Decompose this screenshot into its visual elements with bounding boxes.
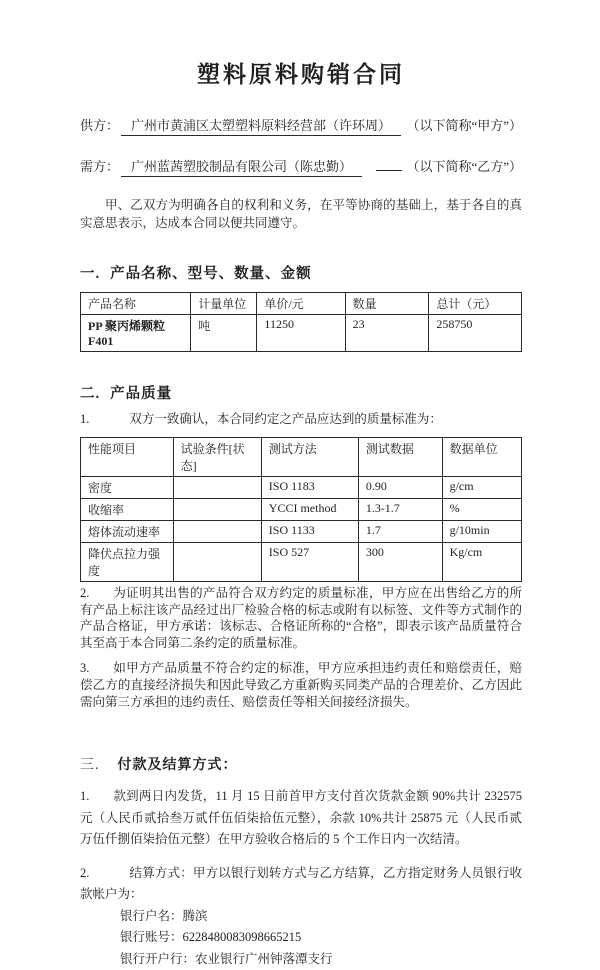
- section2-title: 产品质量: [110, 386, 173, 402]
- section2-item2: [80, 585, 522, 652]
- table-row: [81, 542, 522, 581]
- table-cell: [173, 542, 261, 581]
- bank-account-name: 银行户名：腾滨: [120, 908, 208, 923]
- item-number: 2.: [80, 585, 90, 600]
- section3-title: 付款及结算方式：: [117, 758, 238, 774]
- col-header: 总计（元）: [429, 293, 522, 315]
- section2-heading: [80, 382, 522, 403]
- supplier-alias: （以下简称“甲方”）: [406, 118, 522, 133]
- table-cell: Kg/cm: [442, 542, 521, 581]
- supplier-value: 广州市黄浦区太塑塑料原料经营部（许环周）: [121, 115, 401, 136]
- table-cell: 0.90: [358, 476, 442, 498]
- bank-account-number: 银行账号：6228480083098665215: [120, 930, 302, 945]
- item-number: 2.: [80, 865, 90, 880]
- table-cell: ISO 527: [261, 542, 358, 581]
- table-cell: ISO 1183: [261, 476, 358, 498]
- table-row: [81, 476, 522, 498]
- table-cell: 收缩率: [81, 498, 174, 520]
- section1-heading: [80, 262, 522, 283]
- col-header: 产品名称: [81, 293, 191, 315]
- table-cell: 1.7: [358, 520, 442, 542]
- intro-paragraph: 甲、乙双方为明确各自的权利和义务，在平等协商的基础上，基于各自的真实意思表示，达成本合同以便共同遵守。: [80, 198, 522, 230]
- table-header-row: [81, 293, 522, 315]
- section3-item1: [80, 786, 522, 851]
- item-number: 1.: [80, 412, 90, 426]
- signature-line: [376, 159, 402, 171]
- table-cell: g/10min: [442, 520, 521, 542]
- table-cell: PP 聚丙烯颗粒 F401: [81, 315, 191, 352]
- col-header: 试验条件[状态]: [173, 437, 261, 476]
- table-cell: 吨: [191, 315, 257, 352]
- table-cell: 23: [345, 315, 429, 352]
- supplier-label: 供方：: [80, 118, 120, 133]
- table-cell: %: [442, 498, 521, 520]
- table-cell: ISO 1133: [261, 520, 358, 542]
- item-text: 款到两日内发货，11 月 15 日前首甲方支付首次货款金额 90%共计 232575 元（人民币贰拾叁万贰仟伍佰柒拾伍元整），余款 10%共计 25875 元（人民币贰万伍仟捌佰柒拾伍元整）在甲方验收合格后的 5 个工作日内一次结清。: [80, 789, 522, 847]
- section3-number: 三.: [80, 758, 100, 774]
- col-header: 测试数据: [358, 437, 442, 476]
- section1-title: 产品名称、型号、数量、金额: [110, 266, 312, 282]
- bank-details: [120, 906, 522, 970]
- table-cell: 1.3-1.7: [358, 498, 442, 520]
- item-text: 如甲方产品质量不符合约定的标准，甲方应承担违约责任和赔偿责任，赔偿乙方的直接经济损失和因此导致乙方重新购买同类产品的合理差价、乙方因此需向第三方承担的违约责任、赔偿责任等相关间接经济损失。: [80, 660, 522, 709]
- section2-item1: [80, 411, 522, 428]
- section2-item3: [80, 660, 522, 710]
- table-cell: 300: [358, 542, 442, 581]
- section1-number: 一.: [80, 266, 101, 282]
- table-row: [81, 498, 522, 520]
- table-cell: [173, 520, 261, 542]
- table-header-row: [81, 437, 522, 476]
- section3-heading: [80, 754, 522, 774]
- table-row: [81, 520, 522, 542]
- table-cell: YCCI method: [261, 498, 358, 520]
- buyer-row: [80, 156, 522, 177]
- col-header: 数据单位: [442, 437, 521, 476]
- item-number: 3.: [80, 660, 90, 675]
- item-text: 为证明其出售的产品符合双方约定的质量标准，甲方应在出售给乙方的所有产品上标注该产品经过出厂检验合格的标志或附有以标签、文件等方式制作的产品合格证，甲方承诺：该标志、合格证所称的“合格”，即表示该产品质量符合其至高于本合同第二条约定的质量标准。: [80, 585, 522, 651]
- col-header: 计量单位: [191, 293, 257, 315]
- item-text: 结算方式：甲方以银行划转方式与乙方结算，乙方指定财务人员银行收款帐户为：: [80, 865, 522, 902]
- table-cell: 熔体流动速率: [81, 520, 174, 542]
- table-cell: [173, 498, 261, 520]
- buyer-alias: （以下简称“乙方”）: [406, 159, 522, 174]
- table-cell: 258750: [429, 315, 522, 352]
- buyer-value: 广州蓝茜塑胶制品有限公司（陈忠勤）: [121, 156, 362, 177]
- quality-table: [80, 437, 522, 582]
- col-header: 性能项目: [81, 437, 174, 476]
- table-cell: 密度: [81, 476, 174, 498]
- table-cell: g/cm: [442, 476, 521, 498]
- table-row: [81, 315, 522, 352]
- col-header: 单价/元: [257, 293, 345, 315]
- product-table: [80, 292, 522, 352]
- bank-branch: 银行开户行：农业银行广州钟落潭支行: [120, 951, 333, 966]
- buyer-label: 需方：: [80, 159, 120, 174]
- table-cell: [173, 476, 261, 498]
- section2-number: 二.: [80, 386, 101, 402]
- supplier-row: [80, 115, 522, 136]
- table-cell: 降伏点拉力强度: [81, 542, 174, 581]
- page-title: 塑料原料购销合同: [197, 62, 405, 87]
- col-header: 数量: [345, 293, 429, 315]
- col-header: 测试方法: [261, 437, 358, 476]
- item-text: 双方一致确认，本合同约定之产品应达到的质量标准为：: [129, 412, 442, 426]
- item-number: 1.: [80, 789, 90, 804]
- table-cell: 11250: [257, 315, 345, 352]
- section3-item2: [80, 863, 522, 906]
